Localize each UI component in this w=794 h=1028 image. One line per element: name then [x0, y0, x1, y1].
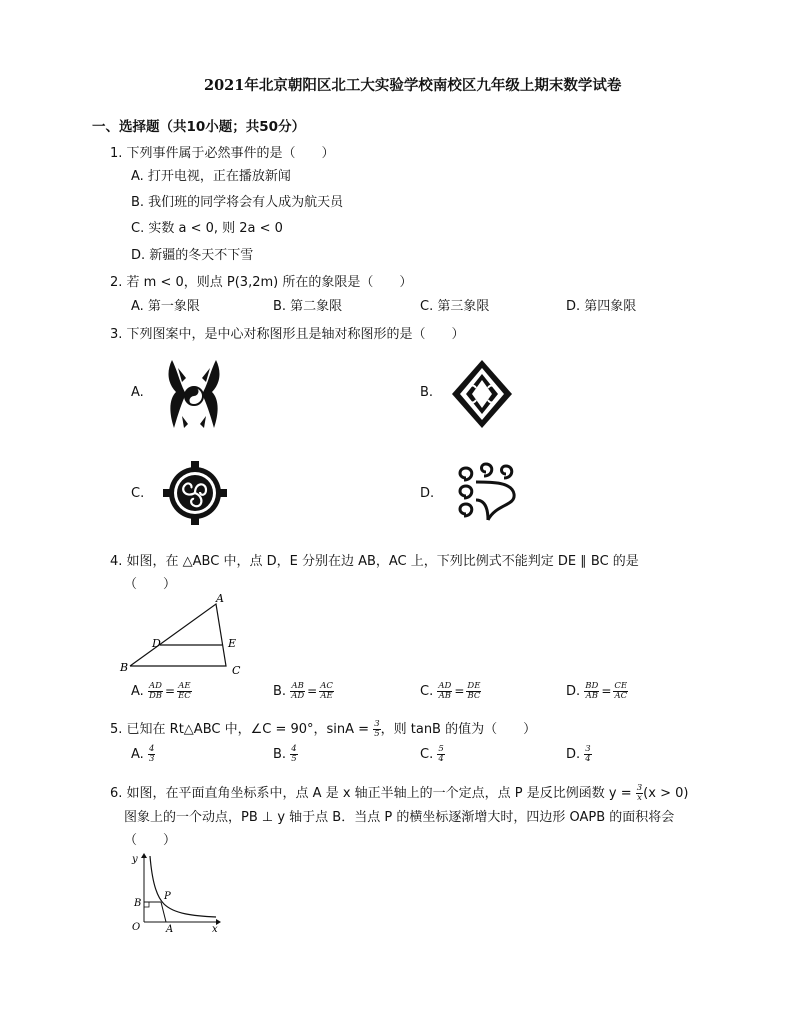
fraction: $\frac{AE}{EC}$	[178, 681, 191, 701]
question-4-option-d: D. $\frac{BD}{AB}$ = $\frac{CE}{AC}$	[566, 681, 628, 701]
question-5-option-c: C. $\frac{5}{4}$	[420, 744, 444, 764]
diamond-pattern-figure	[450, 358, 514, 430]
label-c: C	[232, 664, 241, 677]
question-5-option-d: D. $\frac{3}{4}$	[566, 744, 591, 764]
triangle-abc-figure	[120, 592, 250, 676]
question-5-stem: 5. 已知在 Rt△ABC 中，∠C = 90°，sinA = $\frac{3}{5}$ ，则 tanB 的值为（ ）	[110, 719, 537, 739]
question-3-option-d-letter: D.	[420, 486, 435, 501]
question-5-option-a: A. $\frac{4}{3}$	[131, 744, 155, 764]
question-6-stem-continued: 图象上的一个动点，PB ⊥ y 轴于点 B．当点 P 的横坐标逐渐增大时，四边形 OAPB 的面积将会	[124, 810, 675, 825]
fraction: $\frac{4}{3}$	[148, 744, 155, 764]
label-b: B	[134, 898, 142, 909]
label-y: y	[132, 854, 138, 865]
question-6-stem-continued-2: （ ）	[124, 833, 177, 848]
label-a: A	[166, 924, 174, 935]
label-e: E	[228, 637, 237, 650]
question-3-option-a-letter: A.	[131, 385, 144, 400]
fraction: $\frac{3}{x}$	[636, 783, 643, 803]
label-o: O	[132, 922, 141, 933]
tribal-pattern-figure	[164, 358, 224, 430]
question-3-stem: 3. 下列图案中，是中心对称图形且是轴对称图形的是（ ）	[110, 327, 465, 342]
question-1-option-a: A. 打开电视，正在播放新闻	[131, 169, 291, 184]
fraction: $\frac{3}{5}$	[374, 719, 380, 739]
coordinate-plane-figure	[124, 852, 224, 936]
section-heading: 一、选择题（共10小题；共50分）	[92, 119, 306, 135]
circular-spiral-figure	[162, 460, 228, 526]
question-2-option-d: D. 第四象限	[566, 299, 637, 314]
label-d: D	[152, 637, 161, 650]
fraction: $\frac{DE}{BC}$	[467, 681, 481, 701]
question-3-option-c-letter: C.	[131, 486, 145, 501]
label-a: A	[216, 592, 224, 605]
question-2-option-b: B. 第二象限	[273, 299, 343, 314]
question-4-option-c: C. $\frac{AD}{AB}$ = $\frac{DE}{BC}$	[420, 681, 481, 701]
question-4-option-b: B. $\frac{AB}{AD}$ = $\frac{AC}{AE}$	[273, 681, 333, 701]
question-6-stem: 6. 如图，在平面直角坐标系中，点 A 是 x 轴正半轴上的一个定点，点 P 是反比例函数 y = $\frac{3}{x}$ (x > 0)	[110, 783, 689, 803]
question-1-stem: 1. 下列事件属于必然事件的是（ ）	[110, 146, 335, 161]
question-3-option-b-letter: B.	[420, 385, 434, 400]
question-1-option-b: B. 我们班的同学将会有人成为航天员	[131, 195, 344, 210]
fraction: $\frac{AD}{AB}$	[438, 681, 452, 701]
fraction: $\frac{CE}{AC}$	[614, 681, 628, 701]
question-1-option-c: C. 实数 a < 0, 则 2a < 0	[131, 221, 283, 236]
question-4-stem-continued: （ ）	[124, 577, 177, 592]
label-p: P	[164, 891, 171, 902]
question-4-option-a: A. $\frac{AD}{DB}$ = $\frac{AE}{EC}$	[131, 681, 191, 701]
question-2-stem: 2. 若 m < 0，则点 P(3,2m) 所在的象限是（ ）	[110, 275, 413, 290]
fraction: $\frac{4}{5}$	[291, 744, 297, 764]
fraction: $\frac{AD}{DB}$	[148, 681, 162, 701]
label-b: B	[120, 661, 129, 674]
label-x: x	[212, 924, 218, 935]
question-4-stem: 4. 如图，在 △ABC 中，点 D，E 分别在边 AB，AC 上，下列比例式不能判定 DE ∥ BC 的是	[110, 554, 639, 569]
question-5-option-b: B. $\frac{4}{5}$	[273, 744, 297, 764]
question-2-option-a: A. 第一象限	[131, 299, 200, 314]
fraction: $\frac{5}{4}$	[438, 744, 444, 764]
question-2-option-c: C. 第三象限	[420, 299, 490, 314]
fraction: $\frac{AB}{AD}$	[291, 681, 305, 701]
spiral-heart-figure	[452, 460, 524, 526]
fraction: $\frac{3}{4}$	[585, 744, 591, 764]
question-1-option-d: D. 新疆的冬天不下雪	[131, 248, 254, 263]
fraction: $\frac{BD}{AB}$	[585, 681, 599, 701]
fraction: $\frac{AC}{AE}$	[320, 681, 333, 701]
page-title: 2021年北京朝阳区北工大实验学校南校区九年级上期末数学试卷	[204, 77, 622, 94]
